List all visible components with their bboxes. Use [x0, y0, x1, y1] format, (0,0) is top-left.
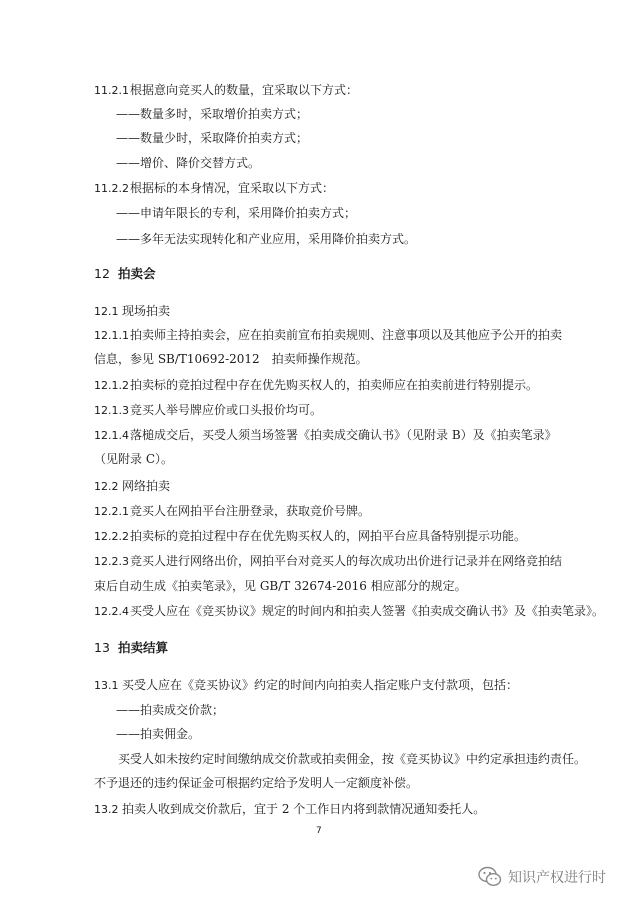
- clause-text: 拍卖师主持拍卖会，应在拍卖前宣布拍卖规则、注意事项以及其他应予公开的拍卖: [130, 328, 563, 342]
- page-number: 7: [316, 826, 322, 836]
- clause-number: 11.2.1: [94, 84, 129, 97]
- clause-12-1-3: [94, 402, 554, 419]
- clause-13-2: [94, 801, 554, 818]
- list-item: [116, 702, 576, 718]
- subsection-12-1: [94, 303, 554, 320]
- clause-number: 12.2.1: [94, 505, 129, 518]
- subsection-12-2: [94, 478, 554, 495]
- clause-number: 11.2.2: [94, 182, 129, 195]
- clause-11-2-2: [94, 180, 554, 197]
- clause-text: 根据标的本身情况，宜采取以下方式：: [130, 181, 335, 195]
- clause-text: 竞买人举号牌应价或口头报价均可。: [130, 403, 323, 417]
- clause-text: 束后自动生成《拍卖笔录》，见 GB/T 32674-2016 相应部分的规定。: [94, 579, 467, 593]
- clause-12-2-1: [94, 503, 554, 520]
- paragraph-text: 不予退还的违约保证金可根据约定给予发明人一定额度补偿。: [94, 776, 419, 790]
- clause-number: 12.2.4: [94, 605, 129, 618]
- clause-text: （见附录 C）。: [94, 452, 173, 466]
- clause-text: 竞买人在网拍平台注册登录，获取竞价号牌。: [130, 504, 371, 518]
- section-number: 13: [94, 640, 110, 655]
- clause-text: 买受人应在《竞买协议》约定的时间内向拍卖人指定账户支付款项，包括：: [122, 678, 519, 692]
- section-title: 拍卖结算: [118, 640, 169, 655]
- clause-number: 13.1: [94, 679, 119, 692]
- list-item: [116, 726, 576, 742]
- section-title: 拍卖会: [118, 266, 156, 281]
- clause-number: 12.2.3: [94, 555, 129, 568]
- clause-12-1-1: [94, 327, 563, 344]
- list-item: [116, 106, 576, 122]
- list-item-text: ——拍卖佣金。: [116, 727, 201, 741]
- list-item-text: ——数量多时，采取增价拍卖方式；: [116, 107, 309, 121]
- wechat-icon: [478, 866, 502, 888]
- clause-text: 根据意向竞买人的数量，宜采取以下方式：: [130, 83, 359, 97]
- paragraph: [118, 751, 587, 767]
- clause-continuation: [94, 578, 554, 594]
- clause-text: 竞买人进行网络出价，网拍平台对竞买人的每次成功出价进行记录并在网络竞拍结: [130, 554, 563, 568]
- clause-text: 买受人应在《竞买协议》规定的时间内和拍卖人签署《拍卖成交确认书》及《拍卖笔录》。: [130, 604, 605, 618]
- clause-number: 12.2.2: [94, 530, 129, 543]
- clause-continuation: [94, 351, 554, 367]
- clause-12-2-4: [94, 603, 605, 620]
- list-item: [116, 130, 576, 146]
- list-item: [116, 231, 576, 247]
- clause-text: 网络拍卖: [122, 479, 171, 493]
- list-item: [116, 205, 576, 221]
- list-item: [116, 155, 576, 171]
- clause-text: 拍卖标的竞拍过程中存在优先购买权人的，拍卖师应在拍卖前进行特别提示。: [130, 378, 539, 392]
- clause-text: 现场拍卖: [122, 304, 171, 318]
- clause-number: 13.2: [94, 803, 119, 816]
- list-item-text: ——拍卖成交价款；: [116, 703, 225, 717]
- list-item-text: ——申请年限长的专利，采用降价拍卖方式；: [116, 206, 357, 220]
- clause-12-1-4: [94, 427, 557, 444]
- paragraph-continuation: [94, 775, 554, 791]
- clause-number: 12.1.4: [94, 429, 129, 442]
- clause-13-1: [94, 677, 554, 694]
- section-heading-12: [94, 266, 156, 282]
- clause-text: 拍卖人收到成交价款后，宜于 2 个工作日内将到款情况通知委托人。: [122, 802, 486, 816]
- list-item-text: ——增价、降价交替方式。: [116, 156, 261, 170]
- clause-continuation: [94, 451, 554, 467]
- clause-number: 12.1: [94, 305, 119, 318]
- section-heading-13: [94, 640, 168, 656]
- list-item-text: ——多年无法实现转化和产业应用，采用降价拍卖方式。: [116, 232, 417, 246]
- clause-12-2-3: [94, 553, 563, 570]
- section-number: 12: [94, 266, 110, 281]
- list-item-text: ——数量少时，采取降价拍卖方式；: [116, 131, 309, 145]
- clause-text: 落槌成交后，买受人须当场签署《拍卖成交确认书》（见附录 B）及《拍卖笔录》: [130, 428, 557, 442]
- clause-number: 12.1.3: [94, 404, 129, 417]
- clause-11-2-1: [94, 82, 554, 99]
- paragraph-text: 买受人如未按约定时间缴纳成交价款或拍卖佣金，按《竞买协议》中约定承担违约责任。: [118, 752, 587, 766]
- clause-number: 12.1.1: [94, 329, 129, 342]
- clause-12-1-2: [94, 377, 554, 394]
- clause-number: 12.1.2: [94, 379, 129, 392]
- watermark: [478, 864, 606, 890]
- clause-text: 拍卖标的竞拍过程中存在优先购买权人的，网拍平台应具备特别提示功能。: [130, 529, 527, 543]
- clause-12-2-2: [94, 528, 554, 545]
- clause-number: 12.2: [94, 480, 119, 493]
- watermark-text: 知识产权进行时: [508, 870, 606, 886]
- clause-text: 信息，参见 SB/T10692-2012 拍卖师操作规范。: [94, 352, 368, 366]
